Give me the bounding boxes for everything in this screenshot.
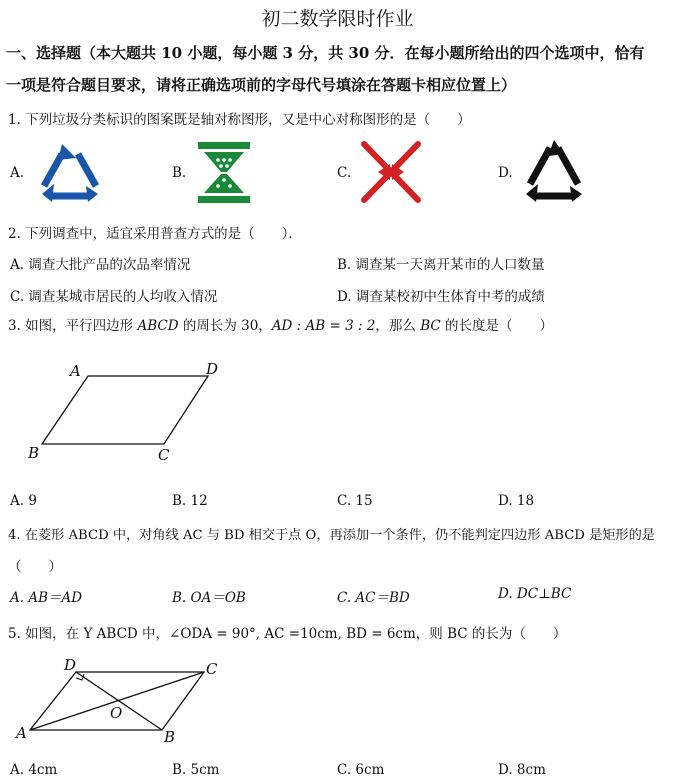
q2-option-b: B. 调查某一天离开某市的人口数量	[337, 257, 545, 273]
hourglass-icon	[196, 140, 252, 206]
q4-option-a: A. AB＝AD	[10, 590, 83, 606]
q5-option-a: A. 4cm	[10, 762, 58, 778]
q5-option-b: B. 5cm	[172, 762, 220, 778]
q5-option-d: D. 8cm	[498, 762, 546, 778]
parallelogram-figure	[20, 358, 230, 468]
vertex-label-c: C	[158, 446, 170, 464]
q2-option-d: D. 调查某校初中生体育中考的成绩	[337, 289, 545, 305]
q5-option-c: C. 6cm	[337, 762, 385, 778]
vertex-label-a: A	[70, 362, 81, 380]
q3-option-b: B. 12	[172, 493, 208, 509]
vertex-label-b: B	[28, 444, 40, 462]
question-4-stem: 4. 在菱形 ABCD 中，对角线 AC 与 BD 相交于点 O，再添加一个条件，仍不能判定四边形 ABCD 是矩形的是	[8, 528, 655, 543]
parallelogram-diagonals-figure	[14, 654, 234, 746]
question-4-blank: （ ）	[8, 559, 62, 575]
recycle-icon	[36, 140, 104, 204]
section-instruction-line-2: 一项是符合题目要求，请将正确选项前的字母代号填涂在答题卡相应位置上）	[6, 76, 517, 94]
question-2-stem: 2. 下列调查中，适宜采用普查方式的是（ ）．	[8, 226, 302, 242]
page-title: 初二数学限时作业	[261, 8, 414, 30]
question-1-stem: 1. 下列垃圾分类标识的图案既是轴对称图形，又是中心对称图形的是（ ）	[8, 112, 471, 128]
q1-option-c-label: C.	[337, 165, 352, 181]
center-label-o: O	[110, 704, 123, 722]
q3-option-a: A. 9	[10, 493, 37, 509]
vertex-label-d: D	[206, 360, 219, 378]
q2-option-a: A. 调查大批产品的次品率情况	[10, 257, 191, 273]
recycle-triangle-icon	[522, 138, 586, 204]
q4-option-b: B. OA＝OB	[172, 590, 246, 606]
q3-option-d: D. 18	[498, 493, 535, 509]
converging-arrows-icon	[360, 140, 422, 204]
section-instruction-line-1: 一、选择题（本大题共 10 小题，每小题 3 分，共 30 分．在每小题所给出的四个选项中，恰有	[6, 44, 645, 62]
vertex-label-d: D	[64, 656, 77, 674]
q2-option-c: C. 调查某城市居民的人均收入情况	[10, 289, 218, 305]
q4-option-c: C. AC＝BD	[337, 590, 410, 606]
vertex-label-a: A	[16, 724, 27, 742]
vertex-label-c: C	[206, 660, 218, 678]
q4-option-d: D. DC⊥BC	[498, 586, 572, 602]
q1-option-a-label: A.	[10, 165, 25, 181]
question-5-stem: 5. 如图，在 Y ABCD 中，∠ODA = 90°, AC =10cm, BD = 6cm，则 BC 的长为（ ）	[8, 626, 567, 642]
q3-option-c: C. 15	[337, 493, 373, 509]
q1-option-b-label: B.	[172, 165, 187, 181]
question-3-stem: 3. 如图，平行四边形 ABCD 的周长为 30，AD : AB = 3 : 2，那么 BC 的长度是（ ）	[8, 318, 553, 334]
vertex-label-b: B	[164, 728, 176, 746]
q1-option-d-label: D.	[498, 165, 513, 181]
